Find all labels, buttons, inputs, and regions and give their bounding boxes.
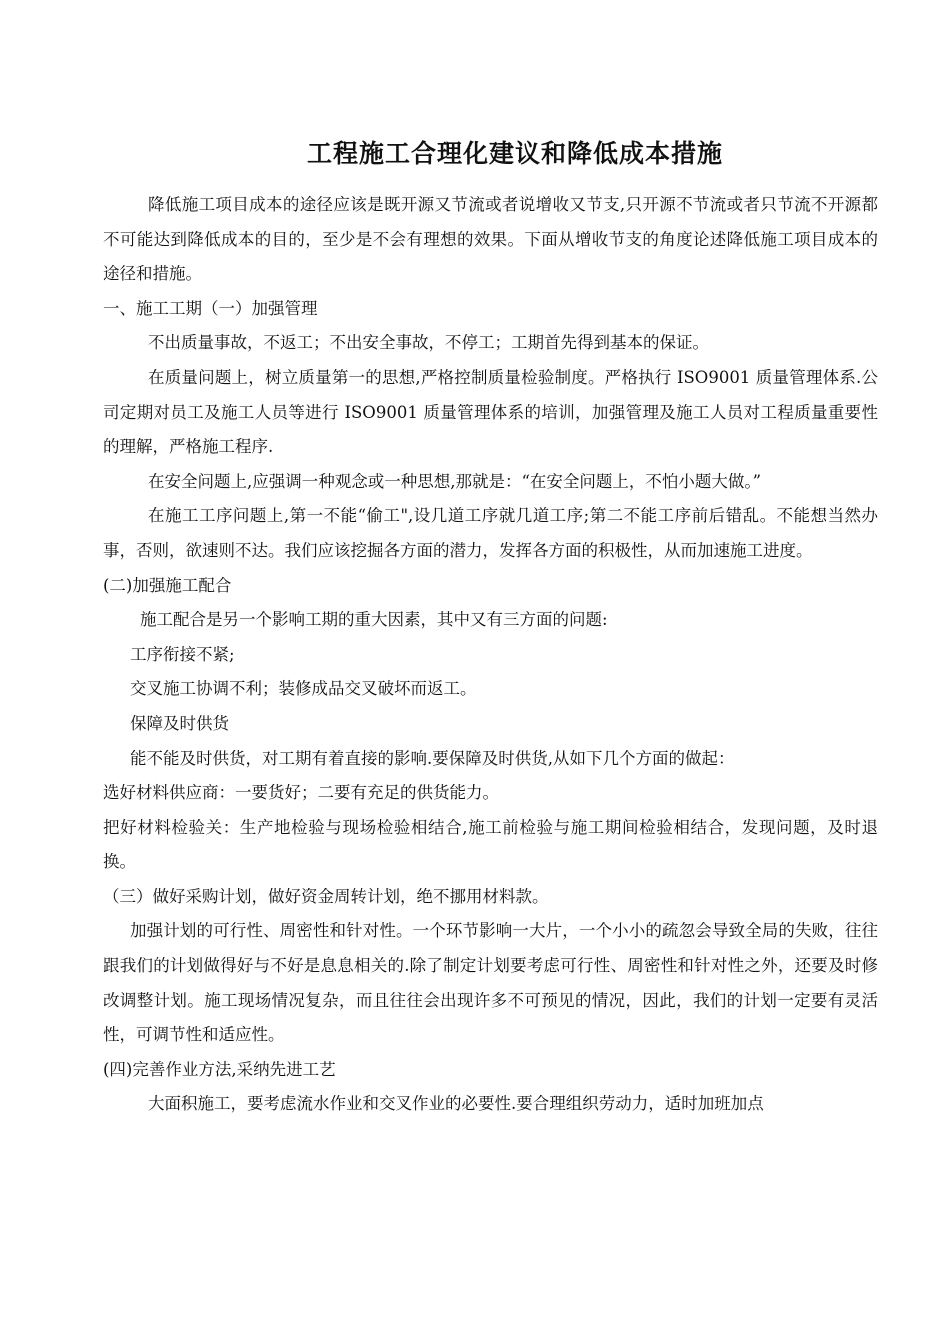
section-heading-1: 一、施工工期（一）加强管理: [103, 298, 318, 318]
paragraph: 加强计划的可行性、周密性和针对性。一个环节影响一大片，一个小小的疏忽会导致全局的失败，往往跟我们的计划做得好与不好是息息相关的.除了制定计划要考虑可行性、周密性和针对性之外，还要及时修改调整计划。施工现场情况复杂，而且往往会出现许多不可预见的情况，因此，我们的计划一定要有灵活性，可调节性和适应性。: [103, 921, 878, 1045]
document-title: 工程施工合理化建议和降低成本措施: [306, 139, 723, 168]
paragraph: 不出质量事故，不返工；不出安全事故，不停工；工期首先得到基本的保证。: [148, 333, 709, 353]
list-item: 工序衔接不紧;: [130, 644, 235, 664]
paragraph: 在安全问题上,应强调一种观念或一种思想,那就是：“在安全问题上，不怕小题大做。”: [148, 471, 762, 491]
paragraph: 能不能及时供货，对工期有着直接的影响.要保障及时供货,从如下几个方面的做起：: [130, 748, 735, 768]
paragraph: 大面积施工，要考虑流水作业和交叉作业的必要性.要合理组织劳动力，适时加班加点: [148, 1094, 764, 1114]
paragraph: 把好材料检验关：生产地检验与现场检验相结合,施工前检验与施工期间检验相结合，发现问题，及时退换。: [103, 817, 878, 872]
section-heading-2: (二)加强施工配合: [103, 575, 232, 595]
paragraph: 施工配合是另一个影响工期的重大因素，其中又有三方面的问题:: [140, 610, 608, 630]
paragraph: 在质量问题上，树立质量第一的思想,严格控制质量检验制度。严格执行 ISO9001 质量管理体系.公司定期对员工及施工人员等进行 ISO9001 质量管理体系的培训，加强管理及施工人员对工程质量重要性的理解，严格施工程序.: [103, 367, 878, 457]
list-item: 交叉施工协调不利；装修成品交叉破坏而返工。: [130, 679, 477, 699]
paragraph: 选好材料供应商：一要货好；二要有充足的供货能力。: [103, 783, 499, 803]
section-heading-4: (四)完善作业方法,采纳先进工艺: [103, 1059, 336, 1079]
section-heading-3: （三）做好采购计划，做好资金周转计划，绝不挪用材料款。: [103, 886, 549, 906]
document-body: [103, 188, 878, 1122]
paragraph-intro: 降低施工项目成本的途径应该是既开源又节流或者说增收又节支,只开源不节流或者只节流不开源都不可能达到降低成本的目的，至少是不会有理想的效果。下面从增收节支的角度论述降低施工项目成本的途径和措施。: [103, 195, 878, 284]
paragraph: 在施工工序问题上,第一不能“偷工",设几道工序就几道工序;第二不能工序前后错乱。不能想当然办事，否则，欲速则不达。我们应该挖掘各方面的潜力，发挥各方面的积极性，从而加速施工进度。: [103, 506, 878, 560]
list-item: 保障及时供货: [130, 713, 229, 733]
